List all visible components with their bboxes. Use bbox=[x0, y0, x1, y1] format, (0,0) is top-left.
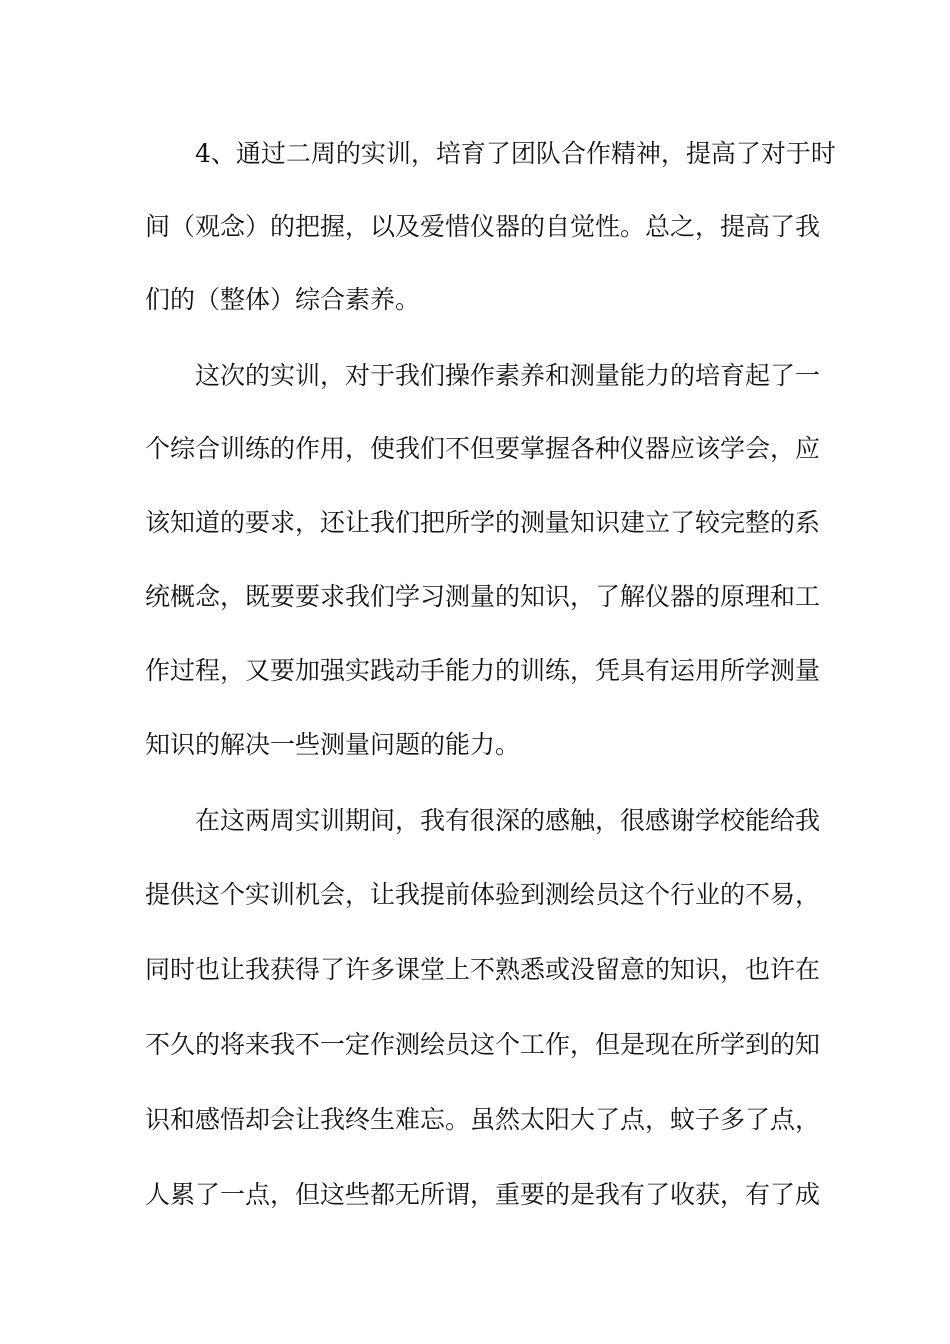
paragraph-3-line-4: 不久的将来我不一定作测绘员这个工作，但是现在所学到的知 bbox=[145, 1030, 821, 1059]
paragraph-1-line-2: 间（观念）的把握，以及爱惜仪器的自觉性。总之，提高了我 bbox=[145, 212, 821, 241]
paragraph-2-line-2: 个综合训练的作用，使我们不但要掌握各种仪器应该学会，应 bbox=[145, 434, 821, 463]
paragraph-3-line-6: 人累了一点，但这些都无所谓，重要的是我有了收获，有了成 bbox=[145, 1180, 821, 1209]
paragraph-2-line-1: 这次的实训，对于我们操作素养和测量能力的培育起了一 bbox=[195, 361, 821, 390]
paragraph-2-line-3: 该知道的要求，还让我们把所学的测量知识建立了较完整的系 bbox=[145, 508, 821, 537]
paragraph-3-line-2: 提供这个实训机会，让我提前体验到测绘员这个行业的不易， bbox=[145, 880, 821, 909]
paragraph-2-line-5: 作过程，又要加强实践动手能力的训练，凭具有运用所学测量 bbox=[145, 656, 821, 685]
paragraph-2-line-4: 统概念，既要要求我们学习测量的知识，了解仪器的原理和工 bbox=[145, 582, 821, 611]
paragraph-3-line-1: 在这两周实训期间，我有很深的感触，很感谢学校能给我 bbox=[195, 806, 821, 835]
paragraph-2-line-6: 知识的解决一些测量问题的能力。 bbox=[145, 730, 521, 759]
paragraph-1-line-1: 4、通过二周的实训，培育了团队合作精神，提高了对于时 bbox=[195, 139, 836, 168]
paragraph-3-line-5: 识和感悟却会让我终生难忘。虽然太阳大了点，蚊子多了点， bbox=[145, 1105, 821, 1134]
paragraph-1-line-3: 们的（整体）综合素养。 bbox=[145, 285, 421, 314]
paragraph-3-line-3: 同时也让我获得了许多课堂上不熟悉或没留意的知识，也许在 bbox=[145, 955, 821, 984]
